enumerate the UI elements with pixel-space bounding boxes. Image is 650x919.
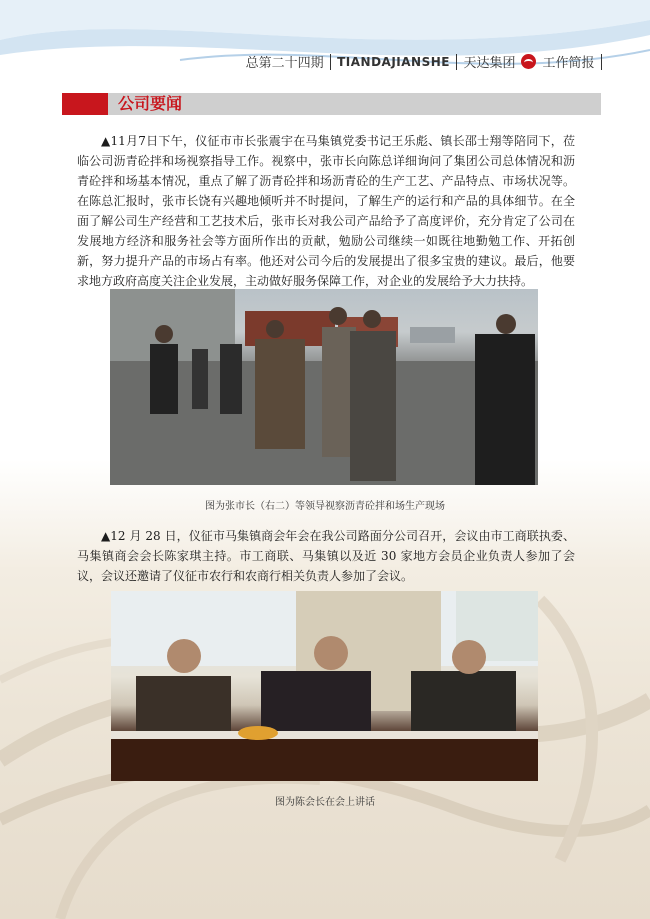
page-header bbox=[246, 52, 602, 71]
section-title: 公司要闻 bbox=[118, 94, 183, 113]
article-paragraph: ▲12 月 28 日，仪征市马集镇商会年会在我公司路面分公司召开，会议由市工商联执委、马集镇商会会长陈家琪主持。市工商联、马集镇以及近 30 家地方会员企业负责人参加了会议，会议还邀请了仪征市农行和农商行相关负责人参加了会议。 bbox=[77, 529, 575, 583]
section-accent bbox=[62, 93, 108, 115]
section-heading-bar bbox=[62, 93, 601, 115]
header-divider bbox=[330, 54, 332, 70]
header-swoosh-decoration bbox=[0, 0, 650, 95]
photo-caption: 图为张市长（右二）等领导视察沥青砼拌和场生产现场 bbox=[205, 501, 445, 512]
article-paragraph: ▲11月7日下午，仪征市市长张震宇在马集镇党委书记王乐彪、镇长邵士翔等陪同下，莅临公司沥青砼拌和场视察指导工作。视察中，张市长向陈总详细询问了集团公司总体情况和沥青砼拌和场基本情况，重点了解了沥青砼拌和场沥青砼的生产工艺、产品特点、市场状况等。在陈总汇报时，张市长饶有兴趣地倾听并不时提问，了解生产的运行和产品的具体细节。在全面了解公司生产经营和工艺技术后，张市长对我公司产品给予了高度评价，充分肯定了公司在发展地方经济和服务社会等方面所作出的贡献，勉励公司继续一如既往地勤勉工作、开拓创新，努力提升产品的市场占有率。他还对公司今后的发展提出了很多宝贵的建议。最后，他要求地方政府高度关注企业发展，主动做好服务保障工作，对企业的发展给予大力扶持。 bbox=[77, 134, 575, 288]
site-inspection-photo bbox=[110, 289, 538, 485]
issue-number: 总第二十四期 bbox=[245, 56, 324, 71]
group-logo-icon bbox=[521, 54, 536, 69]
photo-caption: 图为陈会长在会上讲话 bbox=[275, 797, 375, 808]
brand-name: TIANDAJIANSHE bbox=[337, 54, 450, 69]
meeting-photo bbox=[111, 591, 538, 781]
header-divider bbox=[456, 54, 458, 70]
bulletin-title: 工作简报 bbox=[542, 56, 595, 71]
group-name: 天达集团 bbox=[463, 56, 516, 71]
header-divider bbox=[601, 54, 603, 70]
